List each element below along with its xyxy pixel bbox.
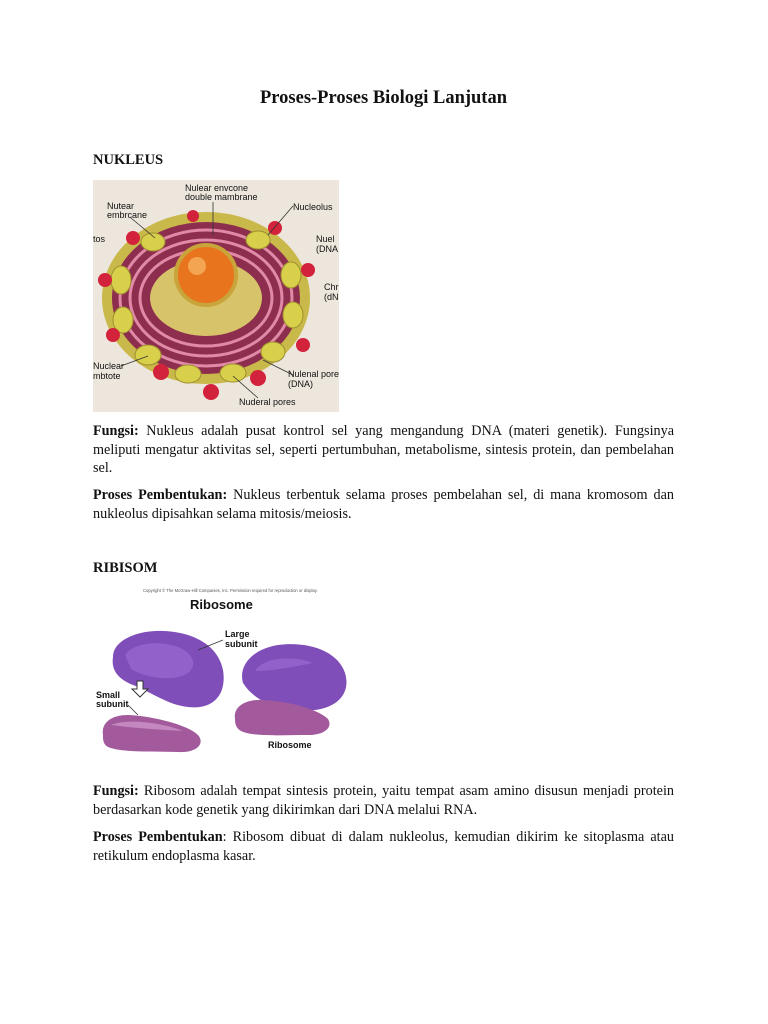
large-subunit-label-2: subunit — [225, 639, 258, 649]
copyright-notice: Copyright © The McGraw-Hill Companies, Inc. Permission required for reproduction or display. — [143, 588, 318, 593]
label-nuel: Nuel — [316, 234, 335, 244]
nuclear-pore — [135, 345, 161, 365]
ribosome-dot — [106, 328, 120, 342]
label-dn: (dN — [324, 292, 339, 302]
nucleolus-sphere — [176, 245, 236, 305]
label-nulear-envcone: Nulear envcone — [185, 183, 249, 193]
fungsi-text: Ribosom adalah tempat sintesis protein, yaitu tempat asam amino disusun menjadi protein berdasarkan kode genetik yang dikirimkan dari DNA melalui RNA. — [93, 783, 674, 818]
proses-label: Proses Pembentukan — [93, 829, 223, 845]
nukleus-fungsi-paragraph — [93, 422, 674, 478]
nuclear-pore — [175, 365, 201, 383]
label-nucleolus: Nucleolus — [293, 202, 333, 212]
label-embrcane: embrcane — [107, 210, 148, 220]
page-title: Proses-Proses Biologi Lanjutan — [259, 88, 508, 108]
label-nuderal-pores: Nuderal pores — [239, 397, 296, 407]
nukleus-proses-paragraph — [93, 486, 674, 523]
fungsi-label: Fungsi: — [93, 423, 139, 439]
ribosome-dot — [126, 231, 140, 245]
nuclear-pore — [283, 302, 303, 328]
label-dna-2: (DNA) — [288, 379, 313, 389]
fungsi-label: Fungsi: — [93, 783, 139, 799]
nuclear-pore — [220, 364, 246, 382]
ribosome-assembled-label: Ribosome — [268, 740, 312, 750]
large-subunit-label: Large — [225, 629, 250, 639]
nuclear-pore — [141, 233, 165, 251]
proses-label: Proses Pembentukan: — [93, 487, 228, 503]
label-nutear: Nutear — [107, 201, 135, 211]
nuclear-pore — [111, 266, 131, 294]
section-heading-nukleus: NUKLEUS — [93, 152, 164, 168]
ribisom-proses-paragraph — [93, 828, 674, 865]
nucleolus-highlight — [188, 257, 206, 275]
nuclear-pore — [261, 342, 285, 362]
ribosome-dot — [203, 384, 219, 400]
ribosome-dot — [301, 263, 315, 277]
label-double-mambrane: double mambrane — [185, 192, 258, 202]
section-heading-ribisom: RIBISOM — [93, 560, 158, 576]
label-dna-1: (DNA — [316, 244, 338, 254]
label-mbtote: mbtote — [93, 371, 121, 381]
ribosome-dot — [187, 210, 199, 222]
ribosome-dot — [98, 273, 112, 287]
label-nulenal-pore: Nulenal pore — [288, 369, 339, 379]
nuclear-pore — [246, 231, 270, 249]
small-subunit-label: Small — [96, 690, 121, 700]
label-chr: Chr — [324, 282, 339, 292]
proses-text: Nukleus terbentuk selama proses pembelahan sel, di mana kromosom dan nukleolus dipisahkan selama mitosis/meiosis. — [93, 487, 674, 522]
ribisom-fungsi-paragraph — [93, 782, 674, 819]
proses-text: : Ribosom dibuat di dalam nukleolus, kemudian dikirim ke sitoplasma atau retikulum endoplasma kasar. — [93, 829, 674, 864]
ribosome-dot — [250, 370, 266, 386]
fungsi-text: Nukleus adalah pusat kontrol sel yang mengandung DNA (materi genetik). Fungsinya meliputi mengatur aktivitas sel, seperti pertumbuhan, metabolisme, sintesis protein, dan pembelahan sel. — [93, 423, 674, 476]
ribosome-figure-title: Ribosome — [190, 597, 253, 612]
ribosome-dot — [296, 338, 310, 352]
ribosome-dot — [153, 364, 169, 380]
small-subunit-label-2: subunit — [96, 699, 129, 709]
label-tos: tos — [93, 234, 106, 244]
ribosome-illustration — [93, 585, 355, 760]
nuclear-pore — [281, 262, 301, 288]
nucleus-illustration — [93, 180, 339, 412]
label-nuclear: Nuclear — [93, 361, 125, 371]
